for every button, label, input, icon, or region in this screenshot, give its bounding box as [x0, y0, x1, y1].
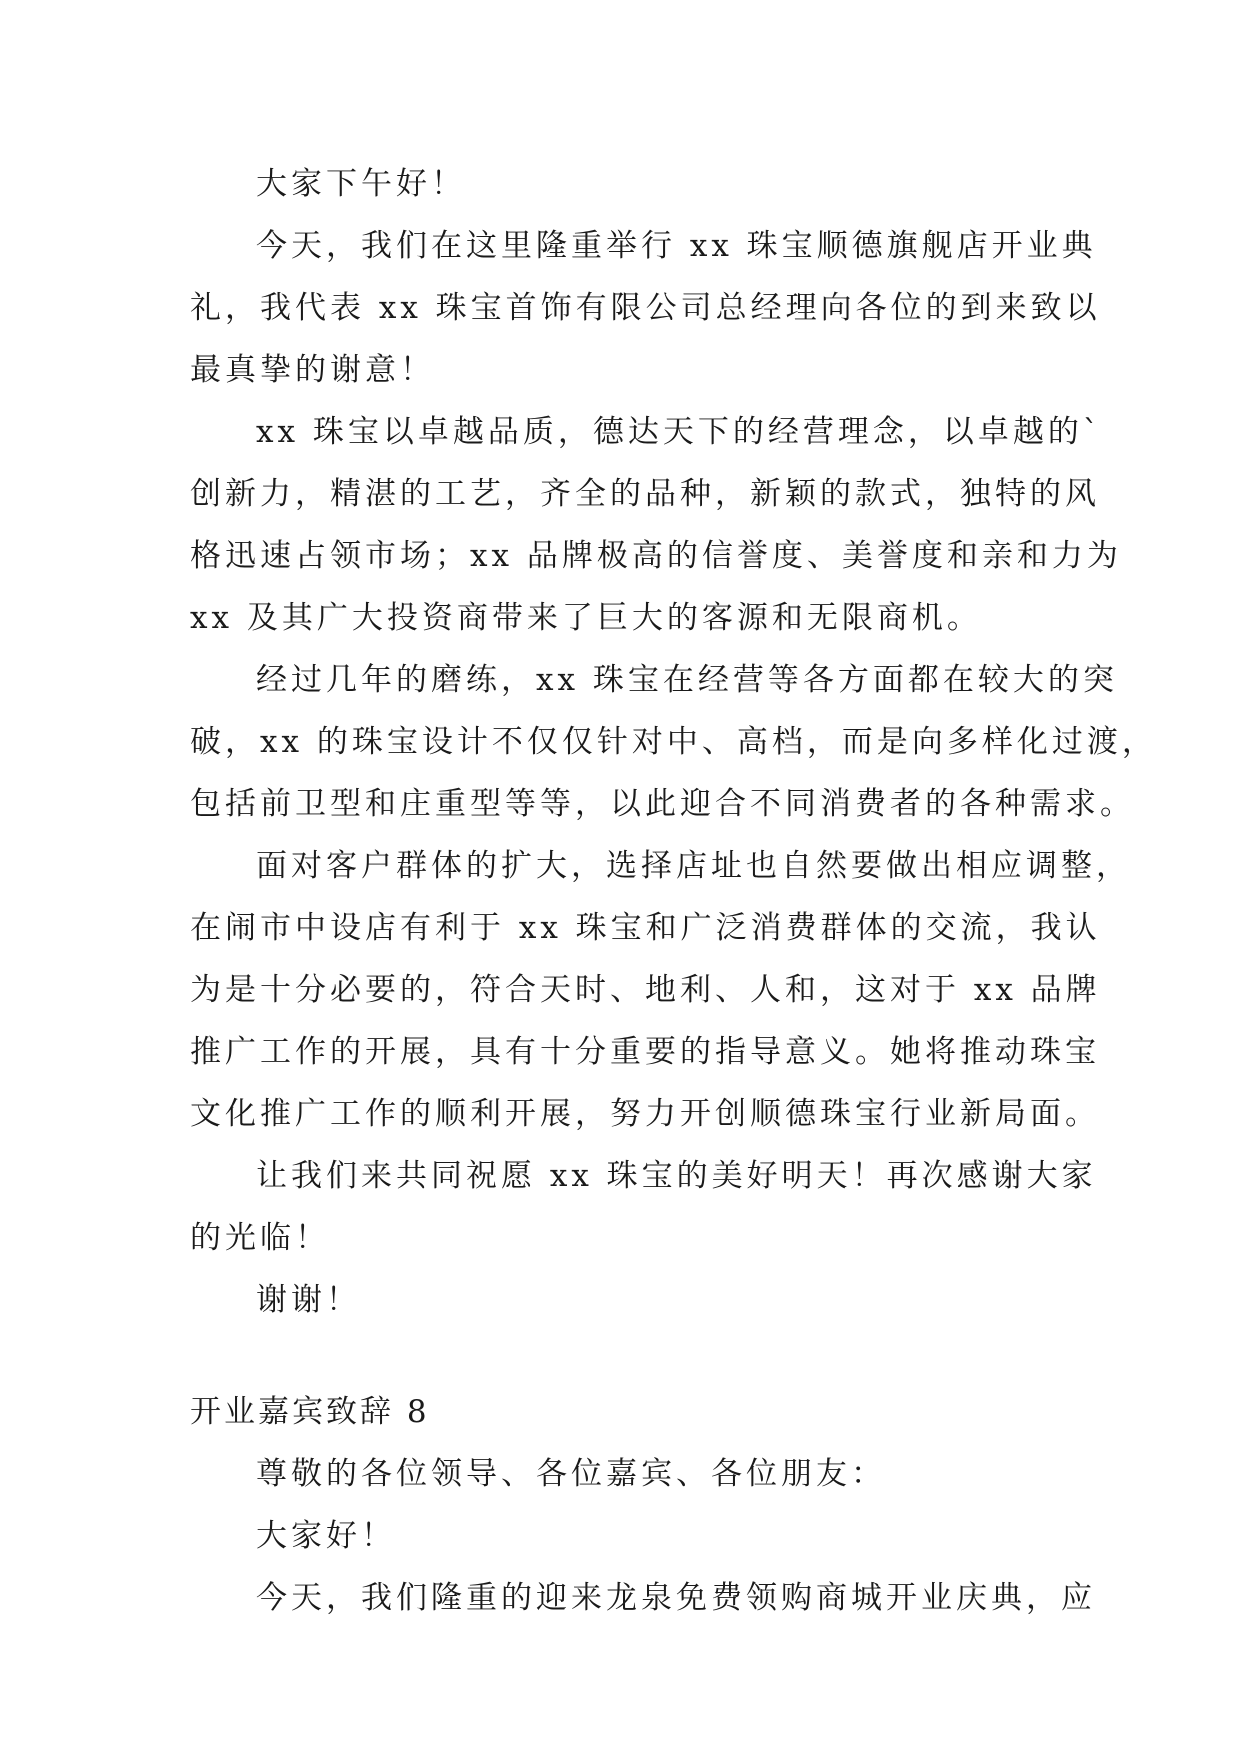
text-line: 包括前卫型和庄重型等等，以此迎合不同消费者的各种需求。: [190, 786, 1135, 822]
section-heading: 开业嘉宾致辞 8: [190, 1394, 430, 1430]
text-line: 经过几年的磨练，xx 珠宝在经营等各方面都在较大的突: [256, 662, 1118, 698]
text-line: xx 及其广大投资商带来了巨大的客源和无限商机。: [190, 600, 982, 636]
text-line: 大家下午好！: [256, 166, 466, 202]
text-line: 推广工作的开展，具有十分重要的指导意义。她将推动珠宝: [190, 1034, 1100, 1070]
text-line: 谢谢！: [256, 1282, 361, 1318]
text-line: 尊敬的各位领导、各位嘉宾、各位朋友：: [256, 1456, 886, 1492]
text-line: 今天，我们隆重的迎来龙泉免费领购商城开业庆典，应: [256, 1580, 1096, 1616]
text-line: 创新力，精湛的工艺，齐全的品种，新颖的款式，独特的风: [190, 476, 1100, 512]
text-line: 大家好！: [256, 1518, 396, 1554]
text-line: 为是十分必要的，符合天时、地利、人和，这对于 xx 品牌: [190, 972, 1101, 1008]
text-line: xx 珠宝以卓越品质，德达天下的经营理念，以卓越的`: [256, 414, 1103, 450]
text-line: 礼，我代表 xx 珠宝首饰有限公司总经理向各位的到来致以: [190, 290, 1101, 326]
text-line: 今天，我们在这里隆重举行 xx 珠宝顺德旗舰店开业典: [256, 228, 1097, 264]
text-line: 面对客户群体的扩大，选择店址也自然要做出相应调整，: [256, 848, 1131, 884]
text-line: 的光临！: [190, 1220, 330, 1256]
text-line: 在闹市中设店有利于 xx 珠宝和广泛消费群体的交流，我认: [190, 910, 1101, 946]
text-line: 格迅速占领市场；xx 品牌极高的信誉度、美誉度和亲和力为: [190, 538, 1122, 574]
text-line: 文化推广工作的顺利开展，努力开创顺德珠宝行业新局面。: [190, 1096, 1100, 1132]
text-line: 让我们来共同祝愿 xx 珠宝的美好明天！再次感谢大家: [256, 1158, 1097, 1194]
text-line: 破，xx 的珠宝设计不仅仅针对中、高档，而是向多样化过渡，: [190, 724, 1157, 760]
text-line: 最真挚的谢意！: [190, 352, 435, 388]
